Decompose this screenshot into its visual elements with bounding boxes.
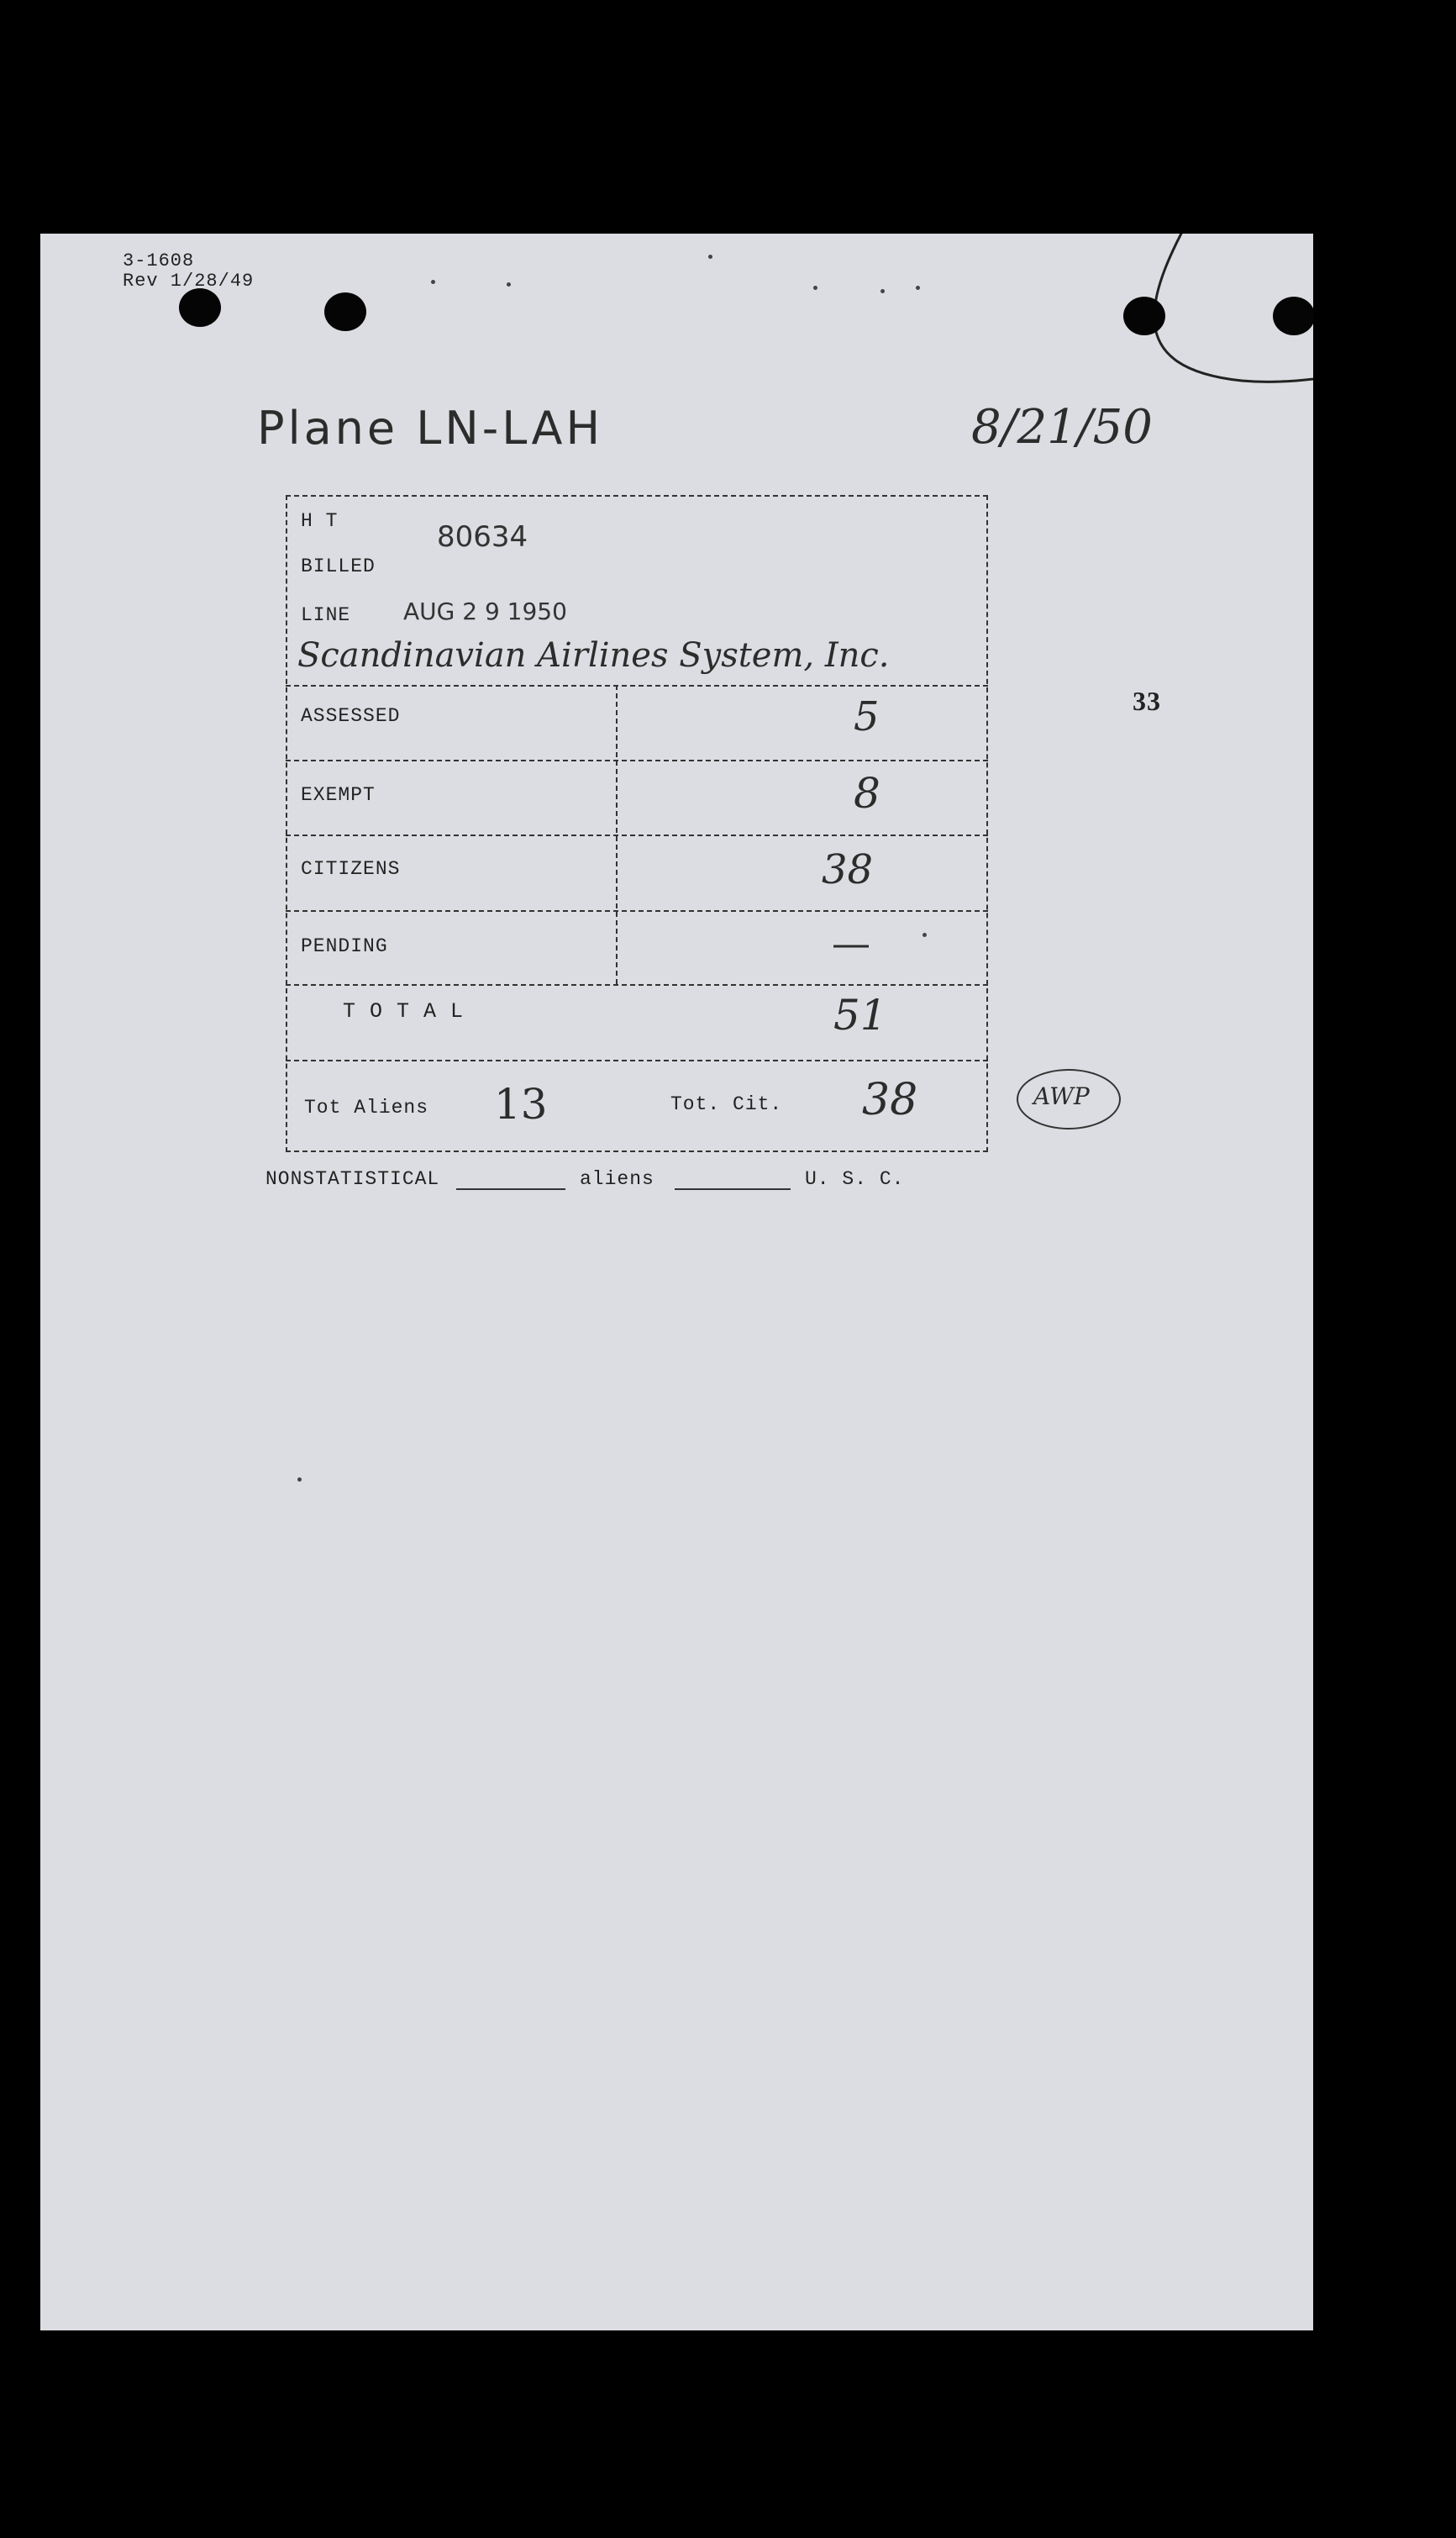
punch-hole xyxy=(179,288,221,327)
citizens-value: 38 xyxy=(822,846,874,893)
row-divider xyxy=(286,1060,988,1061)
row-divider xyxy=(286,910,988,912)
row-divider xyxy=(286,835,988,836)
page-number: 33 xyxy=(1133,686,1161,716)
pending-label: PENDING xyxy=(301,935,388,957)
box-top-border xyxy=(286,495,988,497)
assessed-label: ASSESSED xyxy=(301,705,401,727)
handwritten-date: 8/21/50 xyxy=(971,400,1153,455)
box-right-border xyxy=(986,495,988,1152)
speck xyxy=(708,255,712,259)
speck xyxy=(880,289,885,293)
box-bottom-border xyxy=(286,1151,988,1152)
nonstatistical-label: NONSTATISTICAL xyxy=(265,1168,440,1190)
ht-number: 80634 xyxy=(437,520,528,554)
speck xyxy=(916,286,920,290)
nonstatistical-aliens-blank xyxy=(456,1188,565,1190)
punch-hole xyxy=(324,292,366,331)
tot-aliens-label: Tot Aliens xyxy=(304,1097,429,1119)
initials: AWP xyxy=(1033,1082,1090,1110)
punch-hole xyxy=(1273,297,1313,335)
row-divider xyxy=(286,760,988,761)
speck xyxy=(922,933,927,937)
exempt-value: 8 xyxy=(854,769,880,818)
assessed-value: 5 xyxy=(854,693,880,740)
initials-circle xyxy=(1017,1069,1121,1129)
billed-label: BILLED xyxy=(301,556,376,577)
document-paper xyxy=(40,234,1313,2330)
plane-registration: Plane LN-LAH xyxy=(257,402,604,455)
tot-cit-label: Tot. Cit. xyxy=(670,1093,783,1115)
line-label: LINE xyxy=(301,604,351,626)
ht-label: H T xyxy=(301,510,339,532)
total-value: 51 xyxy=(833,991,887,1040)
tally-form-box xyxy=(286,495,988,1152)
form-revision: Rev 1/28/49 xyxy=(123,271,255,292)
box-left-border xyxy=(286,495,287,1152)
usc-blank xyxy=(675,1188,791,1190)
usc-label: U. S. C. xyxy=(805,1168,905,1190)
tot-cit-value: 38 xyxy=(862,1075,918,1125)
form-number: 3-1608 xyxy=(123,250,195,271)
speck xyxy=(813,286,817,290)
billed-date-stamp: AUG 2 9 1950 xyxy=(403,598,567,625)
tot-aliens-value: 13 xyxy=(494,1080,548,1129)
punch-hole xyxy=(1123,297,1165,335)
airline-name: Scandinavian Airlines System, Inc. xyxy=(297,636,890,675)
pending-value: — xyxy=(832,920,870,966)
speck xyxy=(297,1477,302,1482)
row-divider xyxy=(286,984,988,986)
speck xyxy=(507,282,511,287)
exempt-label: EXEMPT xyxy=(301,784,376,806)
row-divider xyxy=(286,685,988,687)
speck xyxy=(431,280,435,284)
total-label: T O T A L xyxy=(343,999,465,1024)
aliens-label: aliens xyxy=(580,1168,654,1190)
citizens-label: CITIZENS xyxy=(301,858,401,880)
